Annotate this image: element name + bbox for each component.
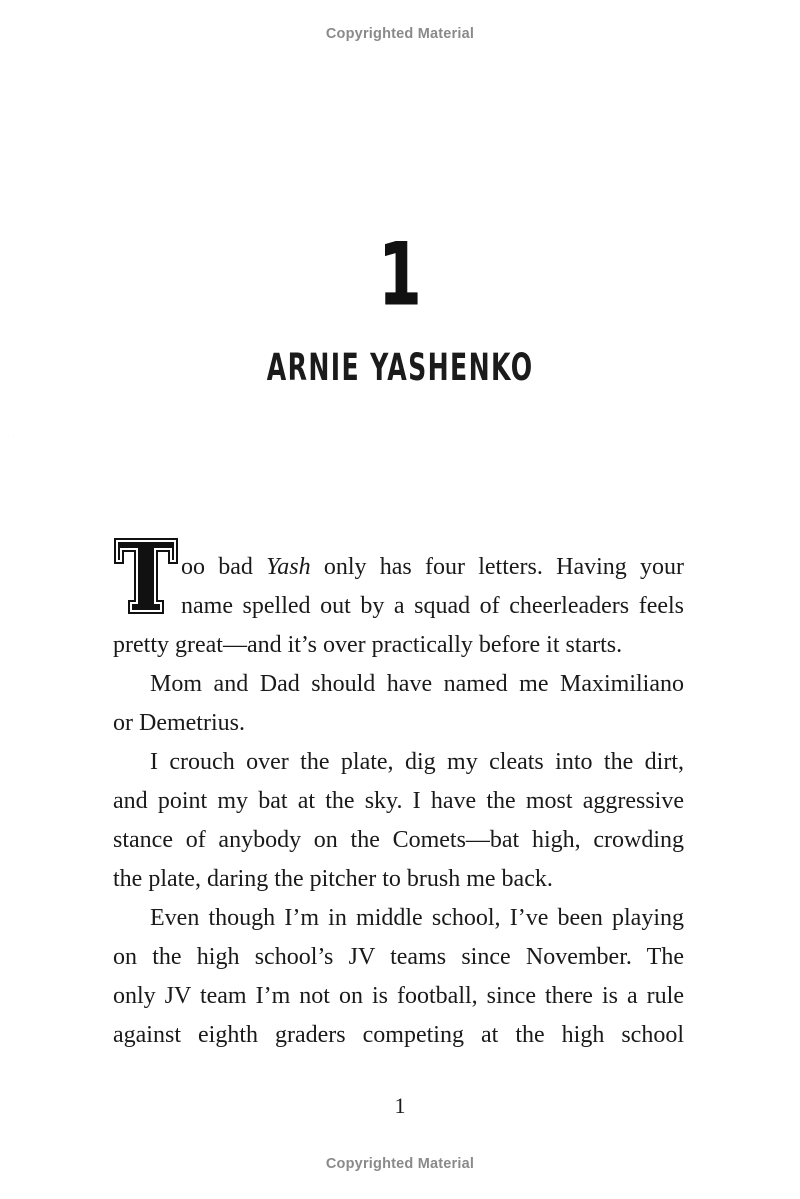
chapter-title — [0, 346, 800, 390]
copyright-watermark-bottom: Copyrighted Material — [325, 1156, 475, 1172]
drop-cap-t — [13, 437, 179, 615]
page-number: 1 — [394, 1093, 406, 1118]
copyright-watermark-top: Copyrighted Material — [325, 26, 475, 42]
line1-end: only has four letters. Having your — [310, 554, 684, 580]
line1-italic-yash: Yash — [266, 554, 311, 580]
chapter-title-text: ARNIE YASHENKO — [266, 346, 534, 389]
line1-start: oo bad — [181, 554, 267, 580]
chapter-number — [0, 225, 800, 325]
drop-cap-fill — [118, 542, 174, 610]
drop-cap-letter: T — [13, 437, 14, 438]
chapter-number-text: 1 — [378, 225, 422, 325]
text-line-1 — [181, 0, 684, 39]
